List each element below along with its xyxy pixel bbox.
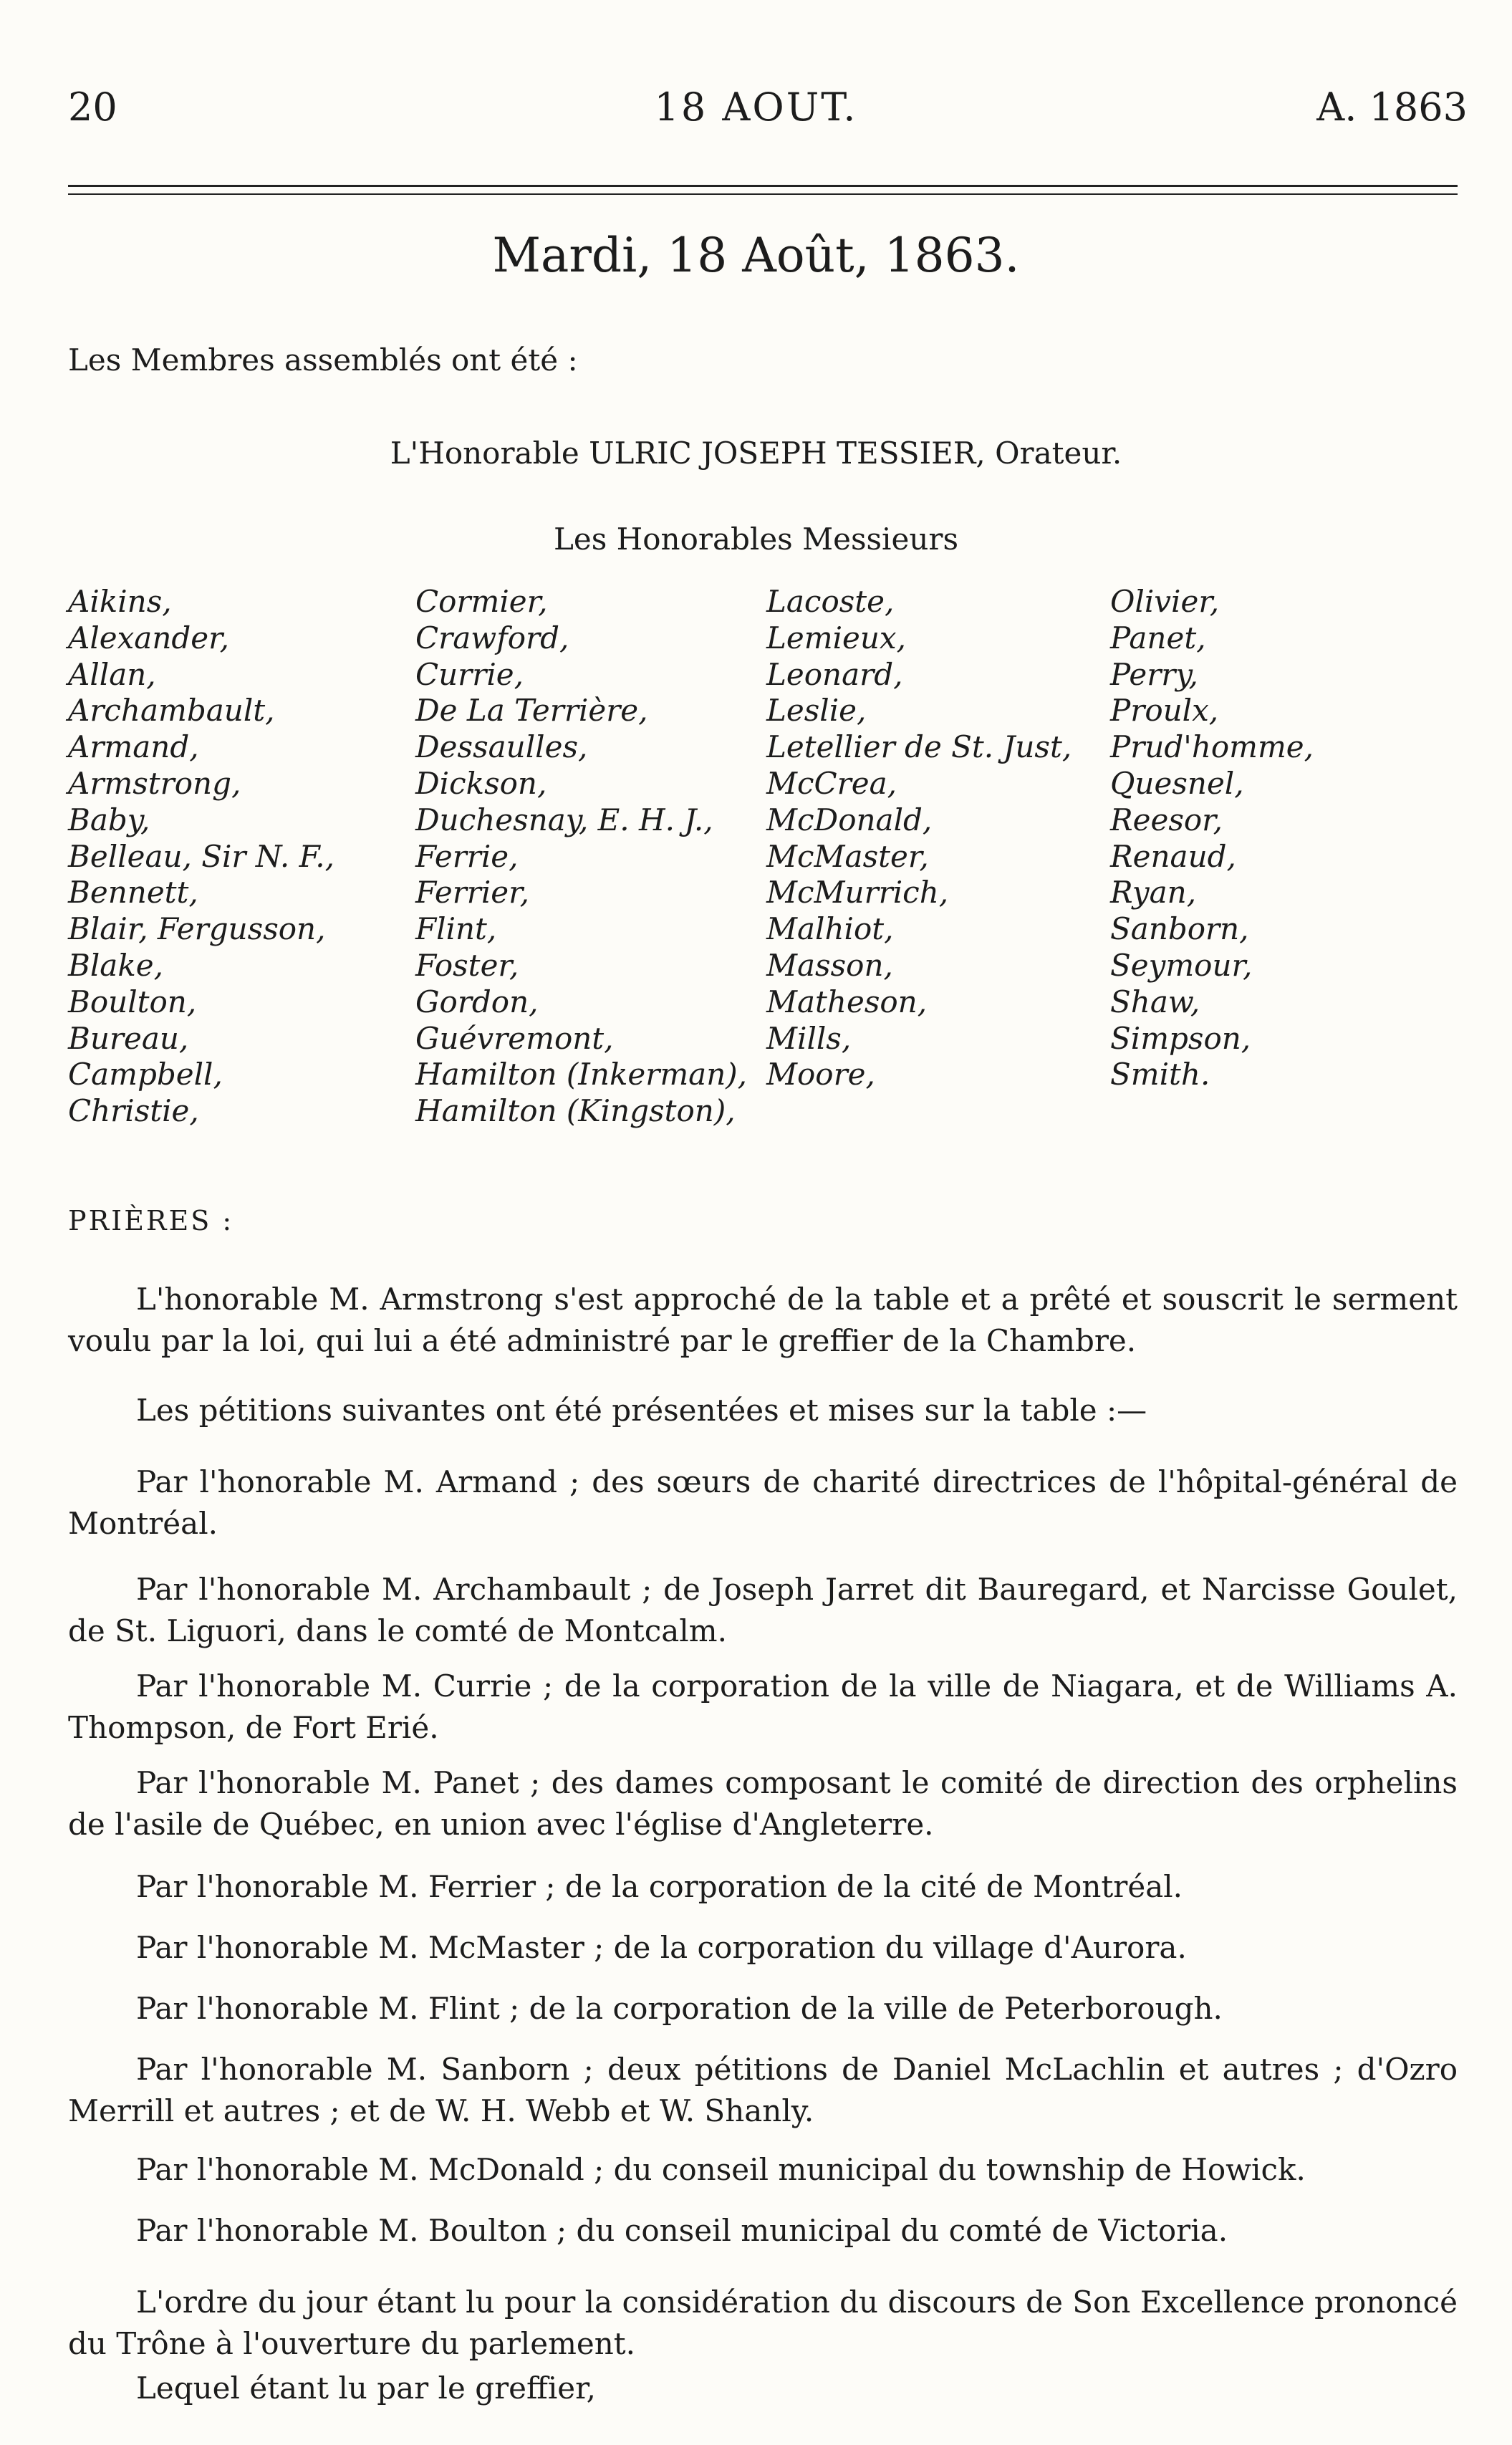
member-name: Blake, (68, 947, 163, 983)
member-name: Proulx, (1110, 693, 1219, 729)
member-name: Quesnel, (1110, 765, 1244, 801)
petition-paragraph: Par l'honorable M. McMaster ; de la corporation du village d'Aurora. (136, 1930, 1187, 1965)
member-name: Armstrong, (68, 765, 241, 801)
petition-paragraph: Par l'honorable M. Boulton ; du conseil municipal du comté de Victoria. (136, 2213, 1228, 2248)
members-list (68, 584, 1458, 1157)
members-intro: Les Membres assemblés ont été : (68, 342, 578, 378)
member-name: Aikins, (68, 584, 172, 619)
member-name: Campbell, (68, 1057, 223, 1092)
member-name: Christie, (68, 1093, 199, 1129)
member-name: Prud'homme, (1110, 729, 1314, 765)
member-name: Bennett, (68, 875, 198, 911)
member-name: McMurrich, (766, 875, 949, 911)
member-name: Leslie, (766, 693, 867, 729)
honorables-heading: Les Honorables Messieurs (553, 522, 959, 557)
running-year: A. 1863 (1316, 85, 1468, 130)
member-name: McCrea, (766, 765, 897, 801)
order-of-day-paragraph: L'ordre du jour étant lu pour la considération du discours de Son Excellence prononcé du Trône à l'ouverture du parlement. (68, 2285, 1458, 2361)
petition-paragraph: Par l'honorable M. Currie ; de la corporation de la ville de Niagara, et de Williams A. Thompson, de Fort Erié. (68, 1668, 1458, 1745)
member-name: Hamilton (Kingston), (415, 1093, 736, 1129)
member-name: Gordon, (415, 984, 539, 1019)
header-rule-bottom (68, 193, 1458, 195)
member-name: Panet, (1110, 620, 1206, 655)
member-name: Leonard, (766, 656, 903, 692)
read-by-clerk-line: Lequel étant lu par le greffier, (136, 2370, 596, 2406)
member-name: Mills, (766, 1020, 852, 1056)
member-name: Duchesnay, E. H. J., (415, 802, 713, 837)
member-name: Lacoste, (766, 584, 895, 619)
member-name: Matheson, (766, 984, 928, 1019)
member-name: Sanborn, (1110, 911, 1249, 947)
member-name: Seymour, (1110, 947, 1253, 983)
member-name: Bureau, (68, 1020, 189, 1056)
running-title: 18 AOUT. (654, 85, 858, 130)
member-name: Masson, (766, 947, 893, 983)
page-number: 20 (68, 85, 117, 130)
member-name: Armand, (68, 729, 199, 765)
member-name: Blair, Fergusson, (68, 911, 326, 947)
petition-paragraph: Par l'honorable M. McDonald ; du conseil municipal du township de Howick. (136, 2152, 1306, 2187)
session-date-title: Mardi, 18 Août, 1863. (492, 228, 1020, 283)
members-column-2 (415, 584, 747, 1130)
member-name: Currie, (415, 656, 524, 692)
member-name: Dessaulles, (415, 729, 588, 765)
member-name: Crawford, (415, 620, 569, 655)
petition-paragraph: Par l'honorable M. Armand ; des sœurs de charité directrices de l'hôpital-général de Montréal. (68, 1464, 1458, 1541)
member-name: Ryan, (1110, 875, 1197, 911)
member-name: Cormier, (415, 584, 548, 619)
member-name: Foster, (415, 947, 519, 983)
member-name: Guévremont, (415, 1020, 614, 1056)
petitions-intro: Les pétitions suivantes ont été présentées et mises sur la table :— (136, 1393, 1147, 1428)
member-name: Smith. (1110, 1057, 1210, 1092)
member-name: Ferrie, (415, 838, 519, 874)
oath-paragraph: L'honorable M. Armstrong s'est approché de la table et a prêté et souscrit le serment voulu par la loi, qui lui a été administré par le greffier de la Chambre. (68, 1282, 1458, 1358)
speaker-line: L'Honorable ULRIC JOSEPH TESSIER, Orateur. (390, 436, 1122, 471)
member-name: Perry, (1110, 656, 1198, 692)
member-name: De La Terrière, (415, 693, 648, 729)
member-name: Archambault, (68, 693, 275, 729)
member-name: Moore, (766, 1057, 875, 1092)
member-name: Shaw, (1110, 984, 1200, 1019)
member-name: Malhiot, (766, 911, 894, 947)
member-name: Hamilton (Inkerman), (415, 1057, 747, 1092)
member-name: Flint, (415, 911, 497, 947)
member-name: Boulton, (68, 984, 197, 1019)
member-name: Belleau, Sir N. F., (68, 838, 334, 874)
members-column-1 (68, 584, 334, 1130)
petition-paragraph: Par l'honorable M. Flint ; de la corporation de la ville de Peterborough. (136, 1991, 1223, 2026)
member-name: Renaud, (1110, 838, 1236, 874)
member-name: Reesor, (1110, 802, 1223, 837)
petition-paragraph: Par l'honorable M. Sanborn ; deux pétitions de Daniel McLachlin et autres ; d'Ozro Merrill et autres ; et de W. H. Webb et W. Shanly. (68, 2052, 1458, 2128)
header-rule-top (68, 185, 1458, 187)
member-name: Dickson, (415, 765, 547, 801)
member-name: Baby, (68, 802, 150, 837)
prayers-heading: PRIÈRES : (68, 1205, 234, 1236)
member-name: Ferrier, (415, 875, 529, 911)
member-name: Letellier de St. Just, (766, 729, 1072, 765)
petition-paragraph: Par l'honorable M. Ferrier ; de la corporation de la cité de Montréal. (136, 1869, 1183, 1904)
member-name: Simpson, (1110, 1020, 1251, 1056)
member-name: Alexander, (68, 620, 229, 655)
members-column-4 (1110, 584, 1314, 1093)
member-name: Lemieux, (766, 620, 906, 655)
member-name: Allan, (68, 656, 156, 692)
member-name: Olivier, (1110, 584, 1220, 619)
member-name: McMaster, (766, 838, 929, 874)
petition-paragraph: Par l'honorable M. Panet ; des dames composant le comité de direction des orphelins de l'asile de Québec, en union avec l'église d'Angleterre. (68, 1765, 1458, 1842)
member-name: McDonald, (766, 802, 933, 837)
members-column-3 (766, 584, 1072, 1093)
petition-paragraph: Par l'honorable M. Archambault ; de Joseph Jarret dit Bauregard, et Narcisse Goulet, de St. Liguori, dans le comté de Montcalm. (68, 1572, 1458, 1648)
